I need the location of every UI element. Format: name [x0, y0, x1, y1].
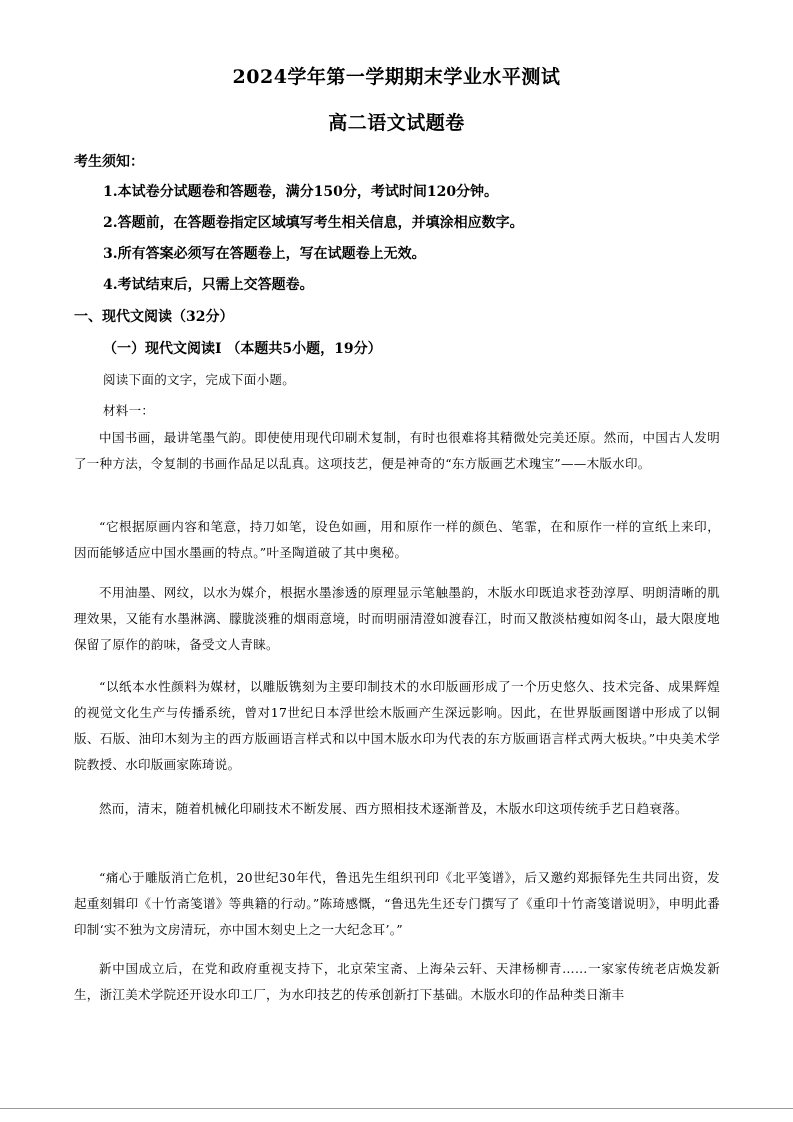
notice-item: 4.考试结束后，只需上交答题卷。	[103, 277, 314, 293]
notice-item: 2.答题前，在答题卷指定区域填写考生相关信息，并填涂相应数字。	[103, 215, 524, 231]
exam-subtitle: 高二语文试题卷	[328, 112, 465, 134]
paragraph: 中国书画，最讲笔墨气韵。即使使用现代印刷术复制，有时也很难将其精微处完美还原。然而，中国古人发明了一种方法，令复制的书画作品足以乱真。这项技艺，便是神奇的“东方版画艺术瑰宝”——木版水印。	[74, 430, 720, 471]
paragraph: “它根据原画内容和笔意，持刀如笔，设色如画，用和原作一样的颜色、笔霏，在和原作一样的宣纸上来印，因而能够适应中国水墨画的特点。”叶圣陶道破了其中奥秘。	[74, 519, 720, 560]
exam-title: 2024学年第一学期期末学业水平测试	[232, 66, 561, 88]
paragraph: 新中国成立后，在党和政府重视支持下，北京荣宝斋、上海朵云轩、天津杨柳青……一家家传统老店焕发新生，浙江美术学院还开设水印工厂，为水印技艺的传承创新打下基础。木版水印的作品种类日渐丰	[74, 961, 720, 1002]
paragraph: “以纸本水性颜料为媒材，以雕版镌刻为主要印制技术的水印版画形成了一个历史悠久、技术完备、成果辉煌的视觉文化生产与传播系统，曾对17世纪日本浮世绘木版画产生深远影响。因此，在世界版画图谱中形成了以铜版、石版、油印木刻为主的西方版画语言样式和以中国木版水印为代表的东方版画语言样式两大板块。”中央美术学院教授、水印版画家陈琦说。	[74, 679, 720, 772]
reading-instruction: 阅读下面的文字，完成下面小题。	[103, 372, 296, 387]
paragraph: “痛心于雕版消亡危机，20世纪30年代，鲁迅先生组织刊印《北平笺谱》，后又邀约郑振铎先生共同出资，发起重刻辑印《十竹斋笺谱》等典籍的行动。”陈琦感慨，“鲁迅先生还专门撰写了《重印十竹斋笺谱说明》，申明此番印制‘实不独为文房清玩，亦中国木刻史上之一大纪念耳’。”	[74, 870, 720, 937]
section-heading: 一、现代文阅读（32分）	[74, 309, 234, 325]
notice-item: 3.所有答案必须写在答题卷上，写在试题卷上无效。	[103, 246, 426, 262]
notice-item: 1.本试卷分试题卷和答题卷，满分150分，考试时间120分钟。	[103, 184, 499, 200]
paragraph: 不用油墨、网纹，以水为媒介，根据水墨渗透的原理显示笔触墨韵，木版水印既追求苍劲淳厚、明朗清晰的肌理效果，又能有水墨淋漓、朦胧淡雅的烟雨意境，时而明丽清澄如渡春江，时而又散淡枯瘦如闳冬山，最大限度地保留了原作的韵味，备受文人青睐。	[74, 585, 720, 652]
page-bottom-rule	[0, 1108, 793, 1109]
subsection-heading: （一）现代文阅读Ⅰ （本题共5小题，19分）	[103, 341, 382, 357]
paragraph: 然而，清末，随着机械化印刷技术不断发展、西方照相技术逐渐普及，木版水印这项传统手艺日趋衰落。	[99, 801, 688, 816]
material-label: 材料一：	[103, 403, 155, 418]
notice-heading: 考生须知：	[74, 154, 144, 170]
